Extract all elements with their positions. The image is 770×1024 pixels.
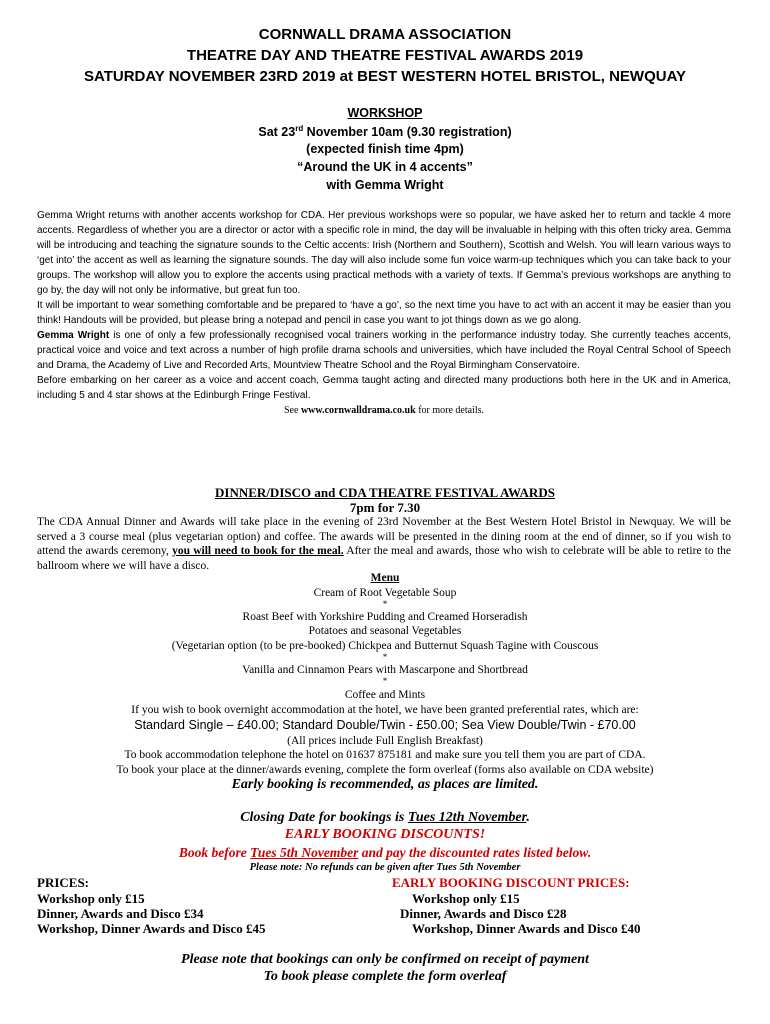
closing-date: Closing Date for bookings is Tues 12th November.: [240, 810, 530, 825]
header-subtitle: THEATRE DAY AND THEATRE FESTIVAL AWARDS 2019: [186, 47, 584, 64]
price-item: Workshop, Dinner Awards and Disco £45: [37, 921, 266, 936]
menu-item: Cream of Root Vegetable Soup: [313, 587, 457, 599]
menu-item: Roast Beef with Yorkshire Pudding and Creamed Horseradish: [242, 611, 528, 623]
workshop-date: Sat 23rd November 10am (9.30 registration): [258, 124, 512, 140]
overnight-note: If you wish to book overnight accommodation at the hotel, we have been granted preferential rates, which are:: [131, 704, 639, 716]
price-item: Dinner, Awards and Disco £34: [37, 906, 204, 921]
header-title: CORNWALL DRAMA ASSOCIATION: [258, 26, 512, 43]
cda-website-link[interactable]: www.cornwalldrama.co.uk: [300, 405, 416, 416]
early-price-item: Workshop only £15: [412, 891, 520, 906]
early-booking-note: Early booking is recommended, as places are limited.: [231, 777, 539, 792]
workshop-title: “Around the UK in 4 accents”: [297, 160, 473, 174]
early-prices-heading: EARLY BOOKING DISCOUNT PRICES:: [392, 875, 630, 890]
workshop-para-4: Before embarking on her career as a voice and accent coach, Gemma taught acting and directed many productions both here in the UK and in America, including 5 and 4 star shows at the Edinburgh Fringe Festival.: [37, 375, 731, 401]
workshop-heading: WORKSHOP: [347, 106, 423, 120]
menu-separator: *: [382, 652, 388, 662]
booking-form-note: To book please complete the form overleaf: [263, 969, 507, 984]
workshop-description: [37, 208, 731, 418]
menu-separator: *: [382, 676, 388, 686]
workshop-finish: (expected finish time 4pm): [306, 142, 464, 156]
payment-note: Please note that bookings can only be confirmed on receipt of payment: [181, 952, 589, 967]
menu-heading: Menu: [370, 572, 400, 584]
menu-separator: *: [382, 599, 388, 609]
prices-heading: PRICES:: [37, 875, 90, 890]
workshop-presenter: with Gemma Wright: [326, 178, 444, 192]
accommodation-phone: To book accommodation telephone the hotel on 01637 875181 and make sure you tell them you are part of CDA.: [124, 749, 646, 761]
early-price-item: Workshop, Dinner Awards and Disco £40: [412, 921, 641, 936]
workshop-para-2: It will be important to wear something comfortable and be prepared to ‘have a go’, so the next time you have to act with an accent it may be easier than you think! Handouts will be provided, but please bring a notepad and pencil in case you want to jot things down as we go along.: [37, 300, 731, 326]
dinner-description: The CDA Annual Dinner and Awards will take place in the evening of 23rd November at the Best Western Hotel Bristol in Newquay. We will be served a 3 course meal (plus vegetarian option) and coffee. The awards will be presented in the dining room at the end of dinner, so if you wish to attend the awards ceremony, you will need to book for the meal. After the meal and awards, those who wish to celebrate will be able to retire to the ballroom where we will have a disco.: [37, 516, 731, 572]
price-item: Workshop only £15: [37, 891, 145, 906]
menu-item: Vanilla and Cinnamon Pears with Mascarpone and Shortbread: [242, 664, 528, 676]
menu-item: Coffee and Mints: [344, 689, 426, 701]
workshop-see-more: See www.cornwalldrama.co.uk for more details.: [284, 405, 484, 416]
dinner-time: 7pm for 7.30: [349, 500, 421, 515]
workshop-para-3: Gemma Wright is one of only a few professionally recognised vocal trainers working in the performance industry today. She currently teaches accents, practical voice and voice and text across a number of high profile drama schools and universities, which have included the Royal Central School of Speech and Drama, the Academy of Live and Recorded Arts, Mountview Theatre School and the Royal Birmingham Conservatoire.: [37, 330, 731, 371]
book-meal-note: you will need to book for the meal.: [172, 545, 344, 557]
menu-item: (Vegetarian option (to be pre-booked) Chickpea and Butternut Squash Tagine with Couscous: [171, 640, 599, 652]
room-rates: Standard Single – £40.00; Standard Double/Twin - £50.00; Sea View Double/Twin - £70.00: [134, 718, 636, 732]
breakfast-note: (All prices include Full English Breakfast): [287, 735, 483, 747]
workshop-para-1: Gemma Wright returns with another accents workshop for CDA. Her previous workshops were so popular, we have asked her to return and tackle 4 more accents. Regardless of whether you are a director or actor with a specific role in mind, the day will be invaluable in helping with this often tricky area. Gemma will be introducing and teaching the signature sounds to the Celtic accents: Irish (Northern and Southern), Scottish and Welsh. You will learn various ways to ‘get into’ the accent as well as learning the signature sounds. The day will also include some fun voice warm-up techniques which you can take back to your groups. The workshop will allow you to explore the accents using practical methods with a variety of texts. If Gemma’s previous workshops are anything to go by, the day will not only be informative, but great fun too.: [37, 210, 731, 296]
early-price-item: Dinner, Awards and Disco £28: [400, 906, 567, 921]
book-place-note: To book your place at the dinner/awards evening, complete the form overleaf (forms also available on CDA website): [116, 764, 654, 776]
refund-note: Please note: No refunds can be given after Tues 5th November: [249, 862, 521, 873]
header-date-venue: SATURDAY NOVEMBER 23RD 2019 at BEST WESTERN HOTEL BRISTOL, NEWQUAY: [83, 68, 687, 85]
menu-item: Potatoes and seasonal Vegetables: [308, 625, 462, 637]
dinner-heading: DINNER/DISCO and CDA THEATRE FESTIVAL AWARDS: [215, 485, 555, 500]
book-before-note: Book before Tues 5th November and pay the discounted rates listed below.: [178, 845, 592, 860]
early-discounts-heading: EARLY BOOKING DISCOUNTS!: [284, 827, 486, 842]
